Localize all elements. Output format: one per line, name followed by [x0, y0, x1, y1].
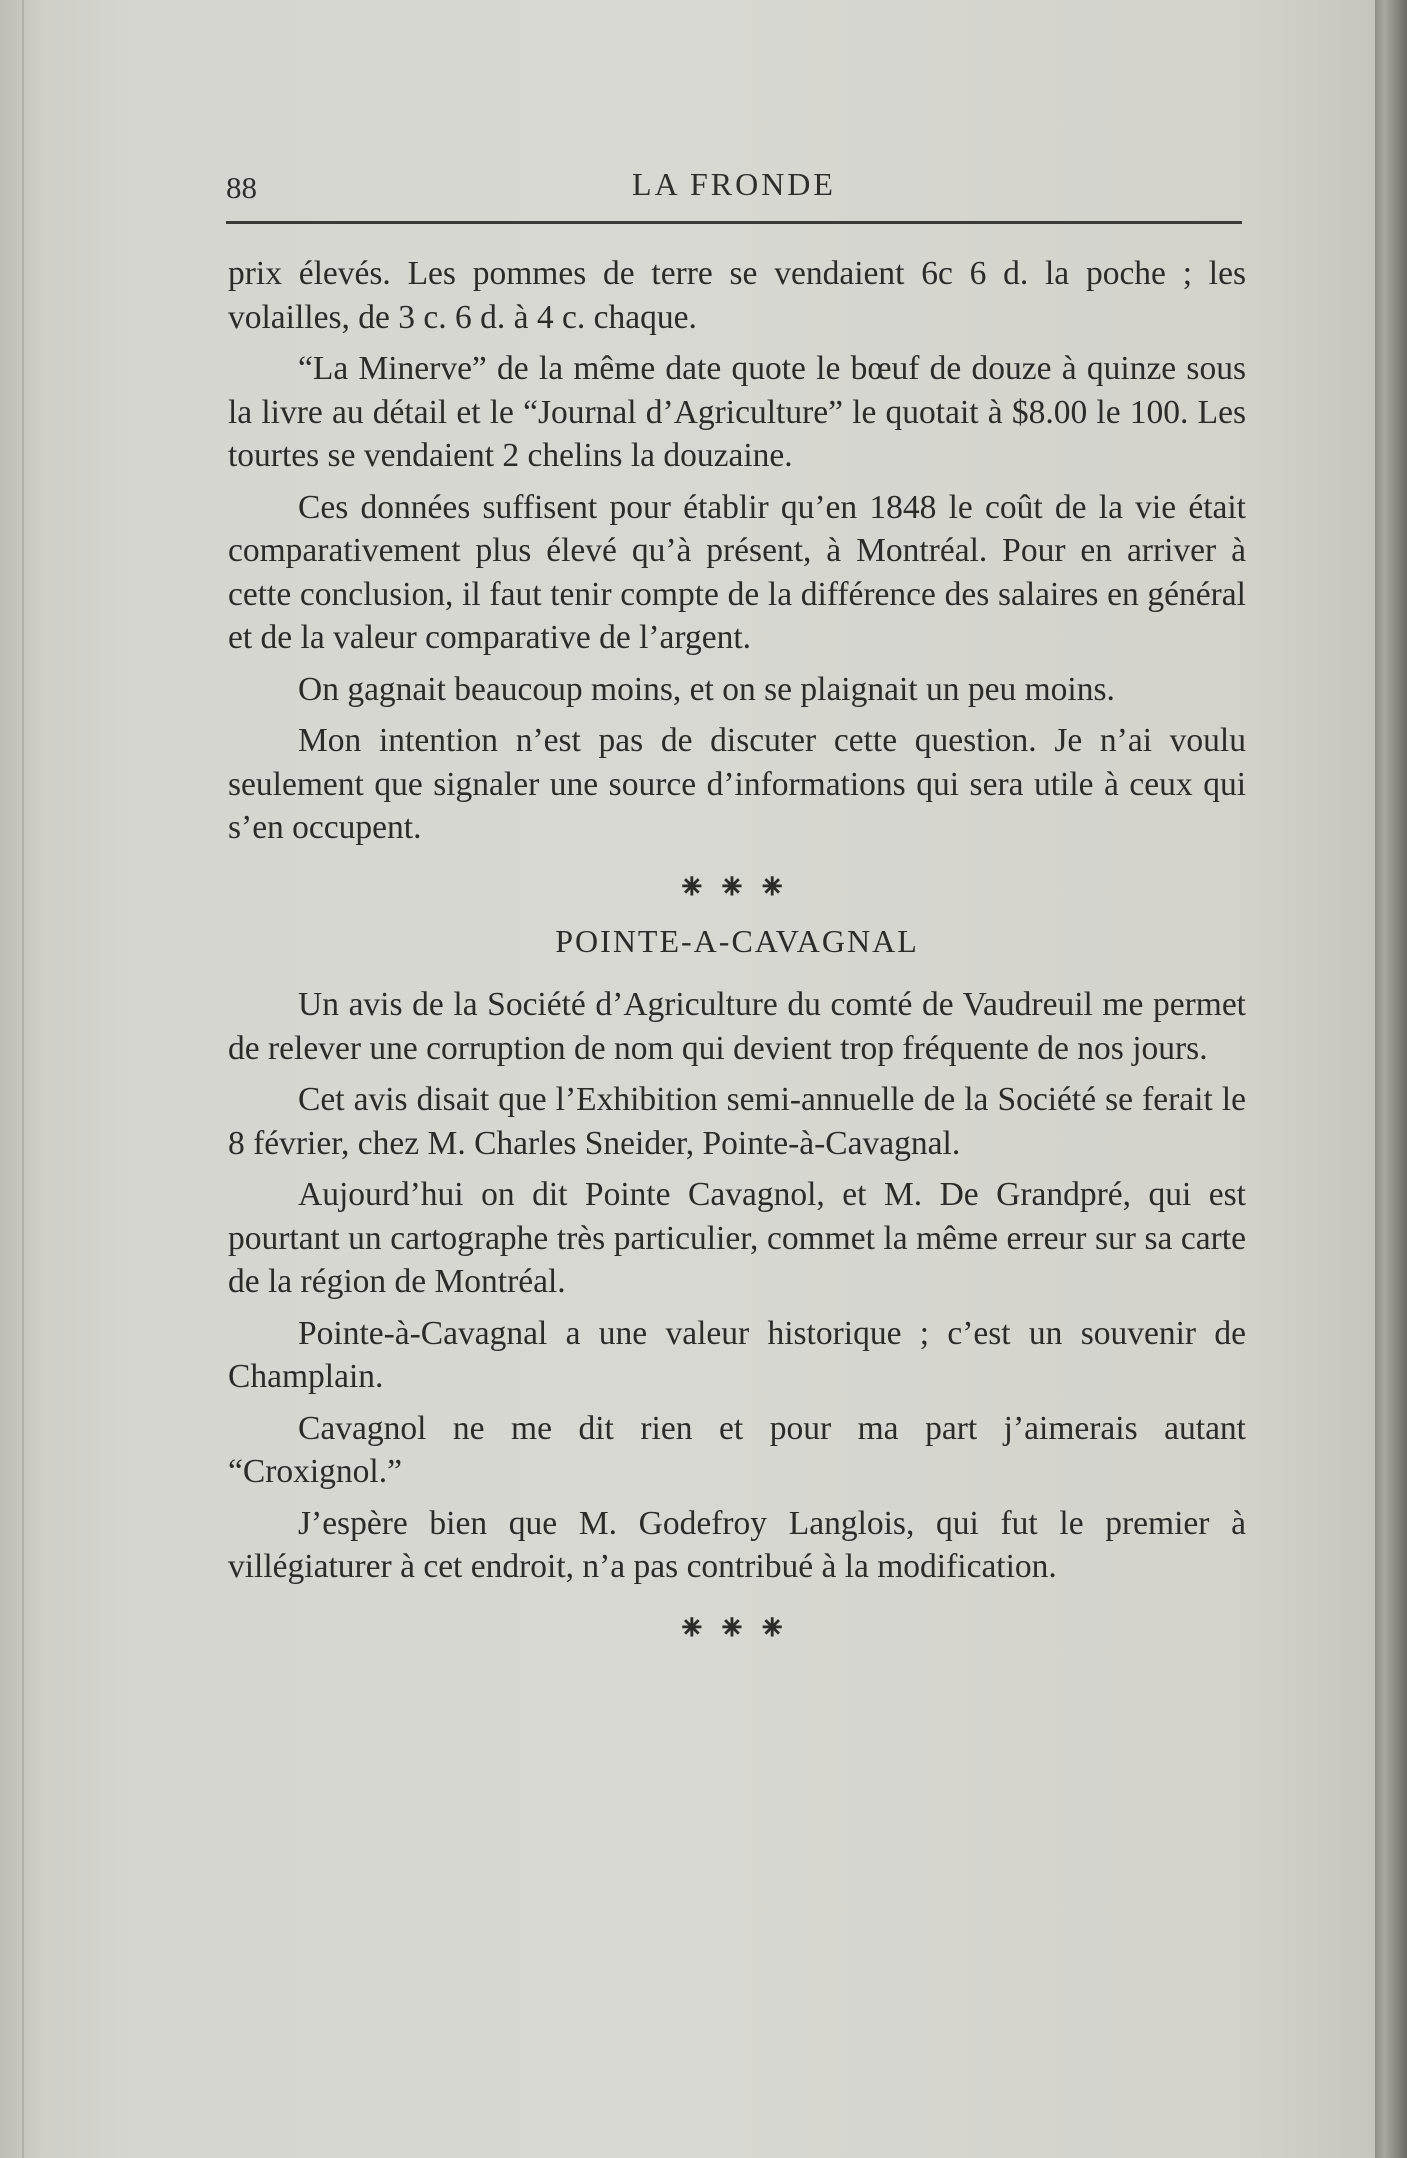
page-number: 88 — [226, 170, 257, 205]
paragraph: “La Minerve” de la même date quote le bœuf de douze à quinze sous la livre au détail et le “Journal d’Agriculture” le quotait à $8.00 le 100. Les tourtes se vendaient 2 chelins la douzaine. — [228, 350, 1246, 474]
page-edge — [1375, 0, 1407, 2158]
paragraph: Ces données suffisent pour établir qu’en 1848 le coût de la vie était comparativement plus élevé qu’à présent, à Montréal. Pour en arriver à cette conclusion, il faut tenir compte de la différence des salaires en général et de la valeur comparative de l’argent. — [228, 488, 1246, 656]
running-header — [226, 166, 1242, 222]
page-gutter — [22, 0, 24, 2158]
paragraph: Pointe-à-Cavagnal a une valeur historique ; c’est un souvenir de Champlain. — [228, 1314, 1246, 1395]
paragraph: Cet avis disait que l’Exhibition semi-annuelle de la Société se ferait le 8 février, chez M. Charles Sneider, Pointe-à-Cavagnal. — [228, 1081, 1246, 1162]
section-heading: POINTE-A-CAVAGNAL — [555, 922, 919, 959]
paragraph: Un avis de la Société d’Agriculture du comté de Vaudreuil me permet de relever une corruption de nom qui devient trop fréquente de nos jours. — [228, 986, 1246, 1067]
body-text — [228, 252, 1246, 1651]
paragraph: prix élevés. Les pommes de terre se vendaient 6c 6 d. la poche ; les volailles, de 3 c. 6 d. à 4 c. chaque. — [228, 255, 1246, 336]
paragraph: Aujourd’hui on dit Pointe Cavagnol, et M. De Grandpré, qui est pourtant un cartographe très particulier, commet la même erreur sur sa carte de la région de Montréal. — [228, 1176, 1246, 1300]
paragraph: Cavagnol ne me dit rien et pour ma part j’aimerais autant “Croxignol.” — [228, 1409, 1246, 1490]
paragraph: Mon intention n’est pas de discuter cette question. Je n’ai voulu seulement que signaler une source d’informations qui sera utile à ceux qui s’en occupent. — [228, 722, 1246, 846]
header-rule — [226, 221, 1242, 224]
paragraph: J’espère bien que M. Godefroy Langlois, qui fut le premier à villégiaturer à cet endroit, n’a pas contribué à la modification. — [228, 1504, 1246, 1585]
running-title: LA FRONDE — [632, 166, 836, 202]
section-separator: ⁕⁕⁕ — [676, 1607, 798, 1648]
paragraph: On gagnait beaucoup moins, et on se plaignait un peu moins. — [298, 670, 1115, 708]
section-separator: ⁕⁕⁕ — [676, 866, 798, 907]
